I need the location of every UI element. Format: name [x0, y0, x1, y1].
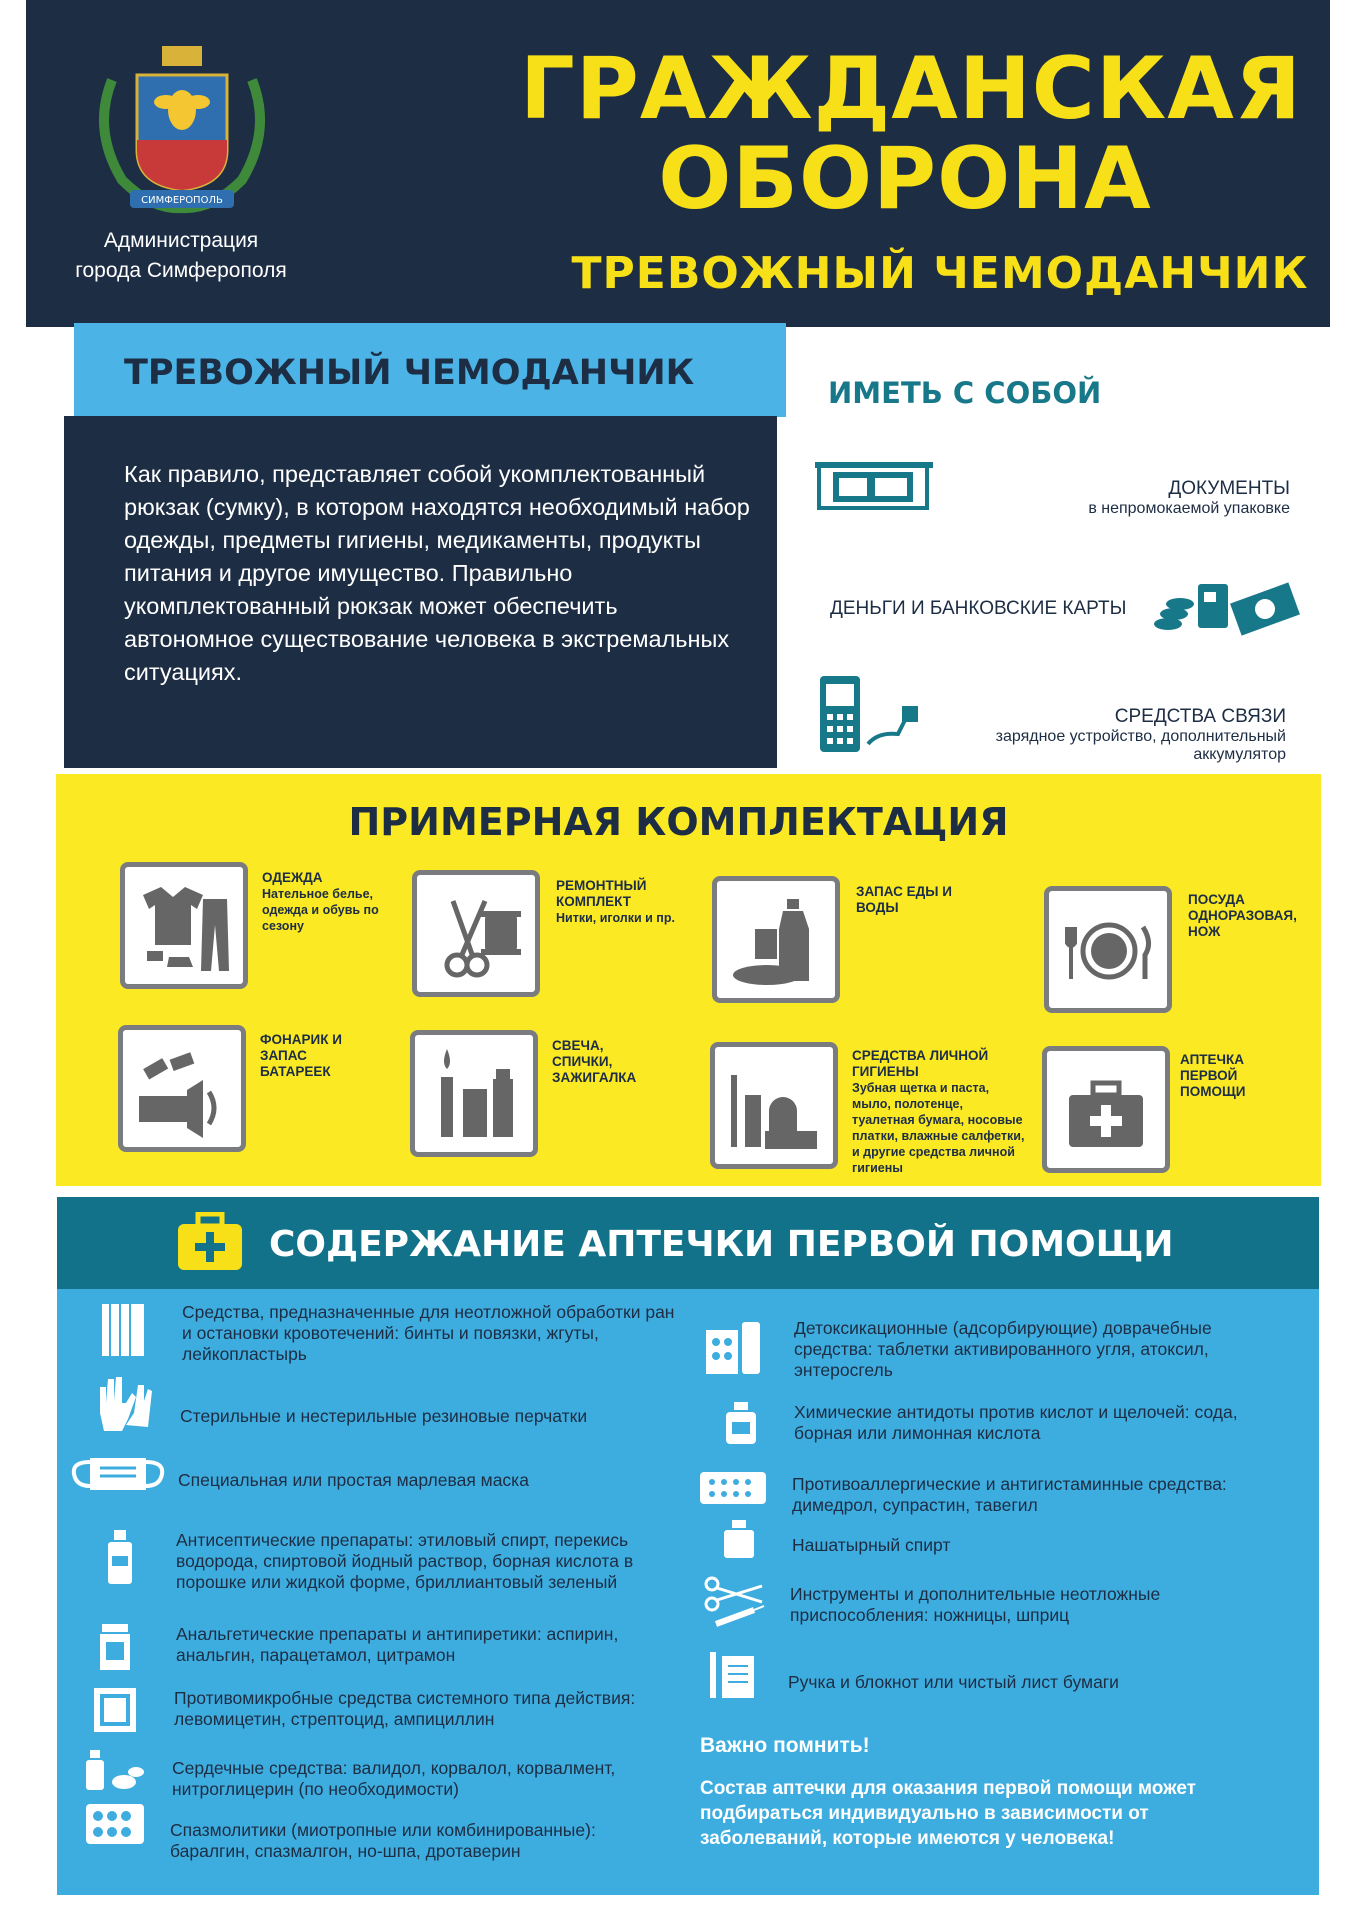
first-aid-kit-icon [176, 1212, 244, 1272]
first-aid-item: Нашатырный спирт [792, 1535, 951, 1555]
kit-tile-first-aid [1042, 1046, 1170, 1173]
first-aid-item: Сердечные средства: валидол, корвалол, корвалмент, нитроглицерин (по необходимости) [172, 1758, 616, 1799]
kit-tile-candle [410, 1030, 538, 1157]
administration-label: Администрация города Симферополя [75, 229, 287, 282]
kit-tile-tableware [1044, 886, 1172, 1013]
kit-label-sewing: РЕМОНТНЫЙ КОМПЛЕКТ Нитки, иголки и пр. [556, 878, 675, 925]
flashlight-icon [131, 1038, 233, 1140]
kit-heading: ПРИМЕРНАЯ КОМПЛЕКТАЦИЯ [348, 800, 1009, 844]
painkiller-jar-icon [98, 1622, 132, 1672]
candle-icon [423, 1043, 525, 1145]
clothes-icon [133, 875, 235, 977]
kit-label-flashlight: ФОНАРИК И ЗАПАС БАТАРЕЕК [260, 1032, 342, 1079]
food-water-icon [725, 889, 827, 991]
kit-label-hygiene: СРЕДСТВА ЛИЧНОЙ ГИГИЕНЫ Зубная щетка и паста, мыло, полотенце, туалетная бумага, носовые платки, влажные салфетки, и другие средства личной гигиены [852, 1048, 1025, 1175]
first-aid-item: Противомикробные средства системного типа действия: левомицетин, стрептоцид, ампициллин [174, 1688, 636, 1729]
documents-icon [815, 456, 933, 516]
intro-heading-bar [74, 323, 786, 417]
notebook-pen-icon [708, 1650, 756, 1700]
activated-charcoal-icon [702, 1320, 764, 1376]
heart-medicine-icon [84, 1748, 146, 1792]
money-item: ДЕНЬГИ И БАНКОВСКИЕ КАРТЫ [830, 598, 1127, 619]
gloves-icon [94, 1373, 154, 1435]
page-subtitle: ТРЕВОЖНЫЙ ЧЕМОДАНЧИК [571, 248, 1309, 299]
tableware-icon [1057, 899, 1159, 1001]
first-aid-item: Инструменты и дополнительные неотложные приспособления: ножницы, шприц [790, 1584, 1161, 1625]
first-aid-item: Химические антидоты против кислот и щелочей: сода, борная или лимонная кислота [794, 1402, 1238, 1443]
first-aid-item: Детоксикационные (адсорбирующие) доврачебные средства: таблетки активированного угля, атоксил, энтеросгель [794, 1318, 1212, 1380]
emblem-ribbon-text: СИМФЕРОПОЛЬ [141, 195, 223, 206]
sewing-kit-icon [425, 883, 527, 985]
bandage-icon [100, 1302, 146, 1358]
hygiene-icon [723, 1055, 825, 1157]
first-aid-item: Антисептические препараты: этиловый спирт, перекись водорода, спиртовой йодный раствор, борная кислота в порошке или жидкой форме, бриллиантовый зеленый [176, 1530, 634, 1592]
first-aid-icon [1055, 1059, 1157, 1161]
kit-tile-food [712, 876, 840, 1003]
first-aid-item: Стерильные и нестерильные резиновые перчатки [180, 1406, 588, 1426]
documents-item: ДОКУМЕНТЫ в непромокаемой упаковке [1088, 478, 1290, 517]
first-aid-item: Ручка и блокнот или чистый лист бумаги [788, 1672, 1119, 1692]
communications-item: СРЕДСТВА СВЯЗИ зарядное устройство, дополнительный аккумулятор [995, 706, 1286, 763]
kit-tile-flashlight [118, 1025, 246, 1152]
kit-label-food: ЗАПАС ЕДЫ И ВОДЫ [856, 884, 952, 915]
have-with-you-heading: ИМЕТЬ С СОБОЙ [828, 376, 1102, 410]
first-aid-item: Анальгетические препараты и антипиретики: аспирин, анальгин, парацетамол, цитрамон [176, 1624, 619, 1665]
intro-heading: ТРЕВОЖНЫЙ ЧЕМОДАНЧИК [124, 353, 695, 393]
antimicrobial-pack-icon [92, 1686, 138, 1734]
face-mask-icon [70, 1452, 166, 1496]
money-cards-icon [1150, 574, 1300, 640]
note-title: Важно помнить! [700, 1734, 870, 1757]
kit-label-first-aid: АПТЕЧКА ПЕРВОЙ ПОМОЩИ [1180, 1052, 1246, 1099]
kit-label-candle: СВЕЧА, СПИЧКИ, ЗАЖИГАЛКА [552, 1038, 637, 1085]
antidote-bottle-icon [724, 1400, 758, 1446]
kit-tile-sewing [412, 870, 540, 997]
note-text: Состав аптечки для оказания первой помощи может подбираться индивидуально в зависимости от заболеваний, которые имеются у человека! [700, 1778, 1196, 1849]
kit-label-tableware: ПОСУДА ОДНОРАЗОВАЯ, НОЖ [1188, 892, 1297, 939]
kit-label-clothes: ОДЕЖДА Нательное белье, одежда и обувь по сезону [262, 870, 379, 933]
first-aid-item: Противоаллергические и антигистаминные средства: димедрол, супрастин, тавегил [792, 1474, 1227, 1515]
page-title: ГРАЖДАНСКАЯ ОБОРОНА [520, 39, 1302, 229]
ammonia-bottle-icon [722, 1518, 756, 1560]
city-coat-of-arms-icon [82, 40, 282, 215]
intro-panel [64, 416, 777, 768]
first-aid-item: Средства, предназначенные для неотложной обработки ран и остановки кровотечений: бинты и повязки, жгуты, лейкопластырь [182, 1302, 675, 1364]
first-aid-heading: СОДЕРЖАНИЕ АПТЕЧКИ ПЕРВОЙ ПОМОЩИ [269, 1224, 1174, 1265]
first-aid-item: Специальная или простая марлевая маска [178, 1470, 529, 1490]
first-aid-heading-bar [57, 1197, 1319, 1289]
antihistamine-blister-icon [698, 1470, 768, 1506]
blister-pack-icon [84, 1802, 146, 1846]
antiseptic-bottle-icon [104, 1528, 136, 1586]
first-aid-item: Спазмолитики (миотропные или комбинированные): баралгин, спазмалгон, но-шпа, дротаверин [170, 1820, 596, 1861]
kit-tile-hygiene [710, 1042, 838, 1169]
kit-tile-clothes [120, 862, 248, 989]
intro-text: Как правило, представляет собой укомплектованный рюкзак (сумку), в котором находятся необходимый набор одежды, предметы гигиены, медикаменты, продукты питания и другое имущество. Правильно укомплектованный рюкзак может обеспечить автономное существование человека в экстремальных ситуациях. [124, 461, 750, 685]
scissors-syringe-icon [702, 1574, 768, 1630]
